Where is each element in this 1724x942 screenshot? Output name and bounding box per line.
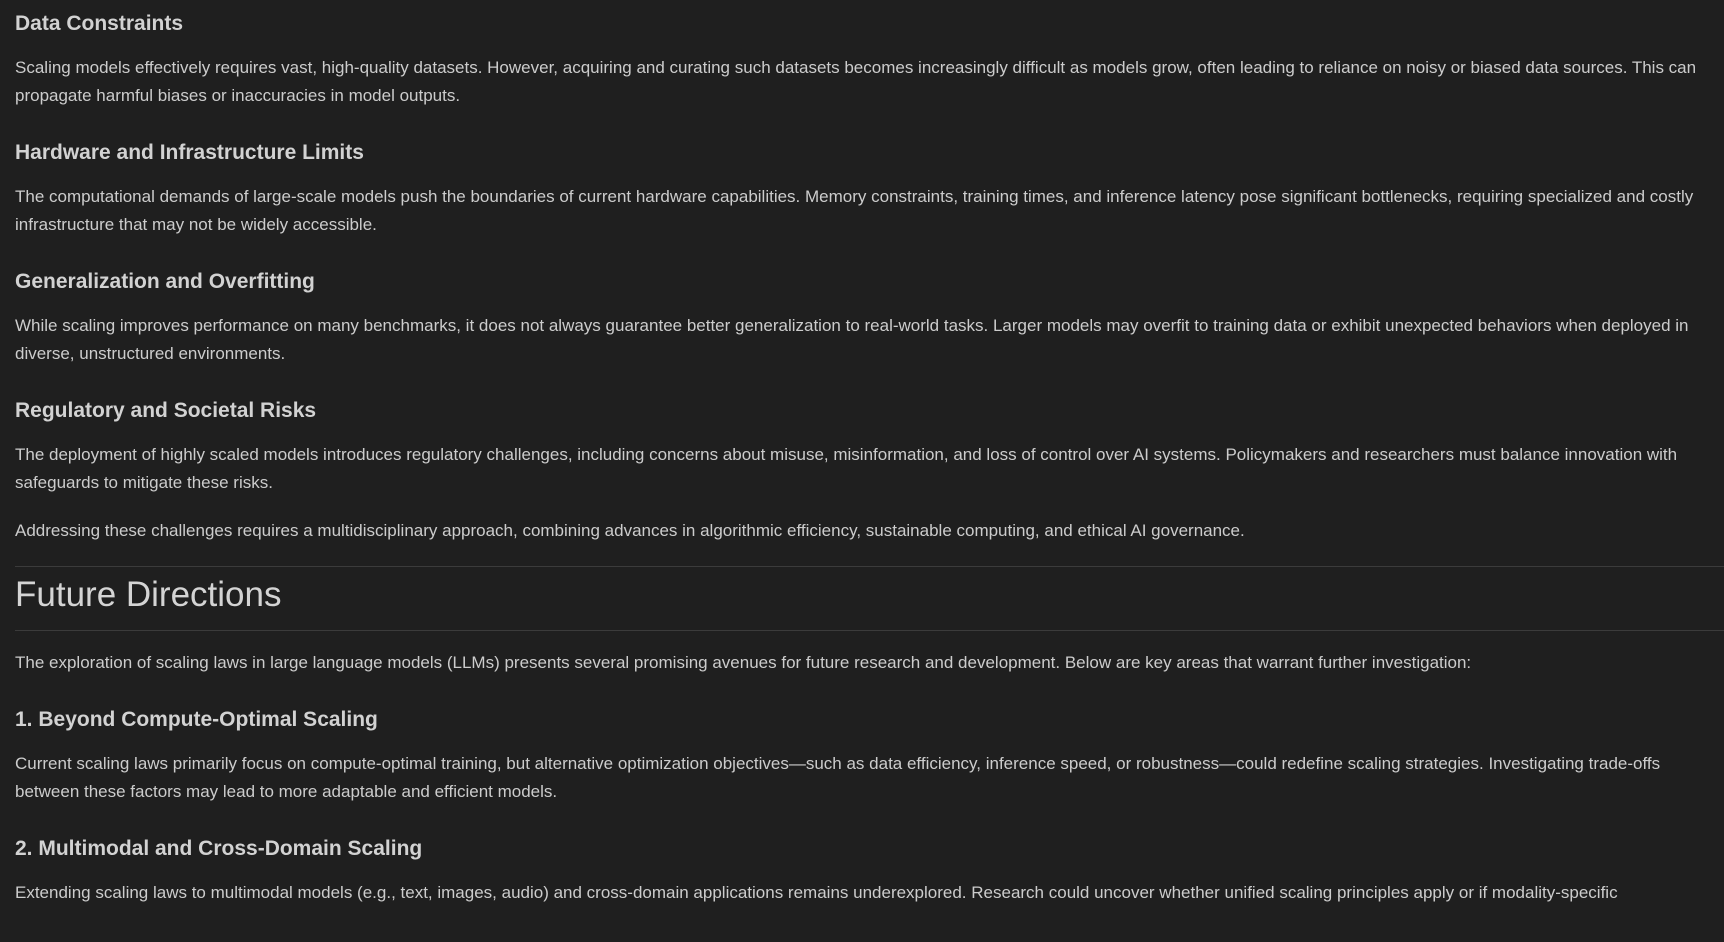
section-heading-hardware-limits: Hardware and Infrastructure Limits: [15, 141, 364, 164]
conclusion-paragraph: Addressing these challenges requires a multidisciplinary approach, combining advances in algorithmic efficiency, sustainable computing, and ethical AI governance.: [15, 521, 1245, 540]
future-item-heading-multimodal: 2. Multimodal and Cross-Domain Scaling: [15, 837, 423, 860]
future-item-paragraph-multimodal: Extending scaling laws to multimodal models (e.g., text, images, audio) and cross-domain applications remains underexplored. Research could uncover whether unified scaling principles apply or if modality-specific: [15, 883, 1618, 902]
section-paragraph-generalization: While scaling improves performance on many benchmarks, it does not always guarantee better generalization to real-world tasks. Larger models may overfit to training data or exhibit unexpected behaviors when deployed in diverse, unstructured environments.: [15, 316, 1689, 363]
future-item-paragraph-compute-optimal: Current scaling laws primarily focus on compute-optimal training, but alternative optimization objectives—such as data efficiency, inference speed, or robustness—could redefine scaling strategies. Investigating trade-offs between these factors may lead to more adaptable and efficient models.: [15, 754, 1661, 801]
section-heading-data-constraints: Data Constraints: [15, 12, 184, 35]
section-heading-regulatory-risks: Regulatory and Societal Risks: [15, 399, 317, 422]
section-divider-top: [15, 566, 1724, 567]
section-paragraph-data-constraints: Scaling models effectively requires vast, high-quality datasets. However, acquiring and curating such datasets becomes increasingly difficult as models grow, often leading to reliance on noisy or biased data sources. This can propagate harmful biases or inaccuracies in model outputs.: [15, 58, 1697, 105]
future-directions-heading: Future Directions: [15, 575, 282, 614]
section-divider-bottom: [15, 630, 1724, 631]
section-paragraph-regulatory-risks: The deployment of highly scaled models introduces regulatory challenges, including concerns about misuse, misinformation, and loss of control over AI systems. Policymakers and researchers must balance innovation with safeguards to mitigate these risks.: [15, 445, 1678, 492]
document-content: [15, 0, 1724, 907]
section-heading-generalization: Generalization and Overfitting: [15, 270, 315, 293]
section-paragraph-hardware-limits: The computational demands of large-scale models push the boundaries of current hardware capabilities. Memory constraints, training times, and inference latency pose significant bottlenecks, requiring specialized and costly infrastructure that may not be widely accessible.: [15, 187, 1694, 234]
future-item-heading-compute-optimal: 1. Beyond Compute-Optimal Scaling: [15, 708, 378, 731]
future-directions-intro: The exploration of scaling laws in large language models (LLMs) presents several promising avenues for future research and development. Below are key areas that warrant further investigation:: [15, 653, 1472, 672]
